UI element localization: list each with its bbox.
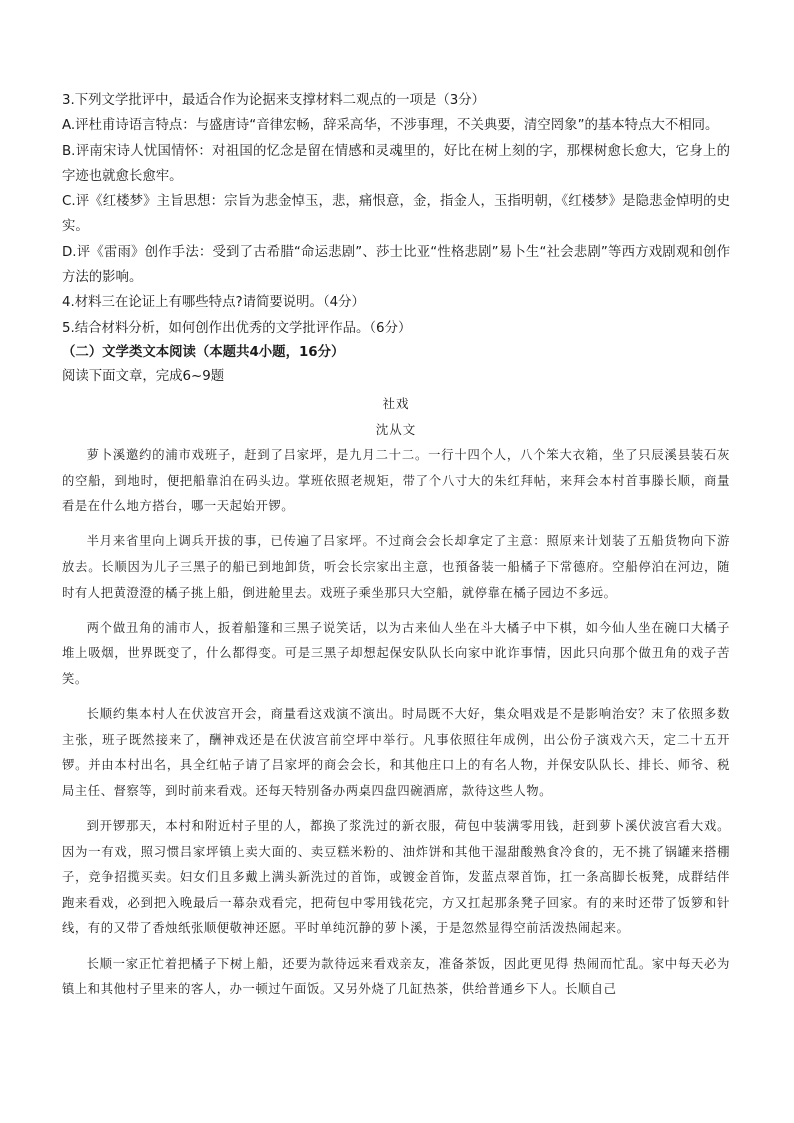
option-b: B.评南宋诗人忧国情怀：对祖国的忆念是留在情感和灵魂里的，好比在树上刻的字，那棵树愈长愈大，它身上的字迹也就愈长愈牢。	[62, 143, 730, 184]
article-paragraph: 萝卜溪邀约的浦市戏班子，赶到了吕家坪，是九月二十二。一行十四个人，八个笨大衣箱，坐了只辰溪县装石灰的空船，到地时，便把船靠泊在码头边。掌班依照老规矩，带了个八寸大的朱红拜帖，来拜会本村首事滕长顺，商量看是在什么地方搭台，哪一天起始开锣。	[62, 447, 730, 514]
article-paragraph: 到开锣那天，本村和附近村子里的人，都换了浆洗过的新衣服，荷包中装满零用钱，赶到萝卜溪伏波宫看大戏。因为一有戏，照习惯吕家坪镇上卖大面的、卖豆糕米粉的、油炸饼和其他干湿甜酸熟食冷食的，无不挑了锅罐来搭棚子，竞争招揽买卖。妇女们且多戴上满头新洗过的首饰，或镀金首饰，发蓝点翠首饰，扛一条高脚长板凳，成群结伴跑来看戏，必到把入晚最后一幕杂戏看完，把荷包中零用钱花完，方又扛起那条凳子回家。有的来时还带了饭箩和针线，有的又带了香烛纸张顺便敬神还愿。平时单纯沉静的萝卜溪，于是忽然显得空前活泼热闹起来。	[62, 819, 730, 936]
article-author: 沈从文	[375, 421, 417, 437]
option-a: A.评杜甫诗语言特点：与盛唐诗“音律宏畅，辞采高华，不涉事理，不关典要，清空罔象”的基本特点大不相同。	[62, 118, 719, 134]
question-list	[62, 88, 730, 341]
option-c: C.评《红楼梦》主旨思想：宗旨为悲金悼玉，悲，痛恨意，金，指金人，玉指明朝，《红楼梦》是隐悲金悼明的史实。	[62, 194, 730, 235]
article-body	[62, 443, 730, 1003]
question-5: 5.结合材料分析，如何创作出优秀的文学批评作品。（6分）	[62, 320, 412, 336]
section-heading: （二）文学类文本阅读（本题共4小题，16分）	[62, 344, 345, 360]
option-d: D.评《雷雨》创作手法：受到了古希腊“命运悲剧”、莎士比亚“性格悲剧”易卜生“社会悲剧”等西方戏剧观和创作方法的影响。	[62, 244, 730, 286]
article-paragraph: 长顺一家正忙着把橘子下树上船，还要为款待远来看戏亲友，准备茶饭，因此更见得 热闹而忙乱。家中每天必为镇上和其他村子里来的客人，办一顿过午面饭。又另外烧了几缸热茶，供给普通乡下人。长顺自己	[62, 956, 730, 997]
article-paragraph: 两个做丑角的浦市人，扳着船篷和三黑子说笑话，以为古来仙人坐在斗大橘子中下棋，如今仙人坐在碗口大橘子堆上吸烟，世界既变了，什么都得变。可是三黑子却想起保安队队长向家中讹诈事情，因此只向那个做丑角的戏子苦笑。	[62, 620, 730, 686]
question-3: 3.下列文学批评中，最适合作为论据来支撑材料二观点的一项是（3分）	[62, 93, 486, 108]
article-title: 社戏	[382, 395, 410, 411]
article-paragraph: 半月来省里向上调兵开拔的事，已传遍了吕家坪。不过商会会长却拿定了主意：照原来计划装了五船货物向下游放去。长顺因为儿子三黑子的船已到地卸货，听会长宗家出主意，也預备装一船橘子下常德府。空船停泊在河边，随时有人把黄澄澄的橘子挑上船，倒进舱里去。戏班子乘坐那只大空船，就停靠在橘子园边不多远。	[62, 534, 730, 600]
document-page	[62, 88, 730, 1003]
article-paragraph: 长顺约集本村人在伏波宫开会，商量看这戏演不演出。时局既不大好，集众唱戏是不是影响治安？末了依照多数主张，班子既然接来了，酬神戏还是在伏波宫前空坪中举行。凡事依照往年成例，出公份子演戏六天，定二十五开锣。并由本村出名，具全红帖子请了吕家坪的商会会长，和其他庄口上的有名人物，并保安队队长、排长、师爷、税局主任、督察等，到时前来看戏。还每天特别备办两桌四盘四碗酒席，款待这些人物。	[62, 707, 730, 798]
section-instruction: 阅读下面文章，完成6~9题	[62, 368, 225, 384]
question-4: 4.材料三在论证上有哪些特点?请简要说明。（4分）	[62, 295, 365, 311]
